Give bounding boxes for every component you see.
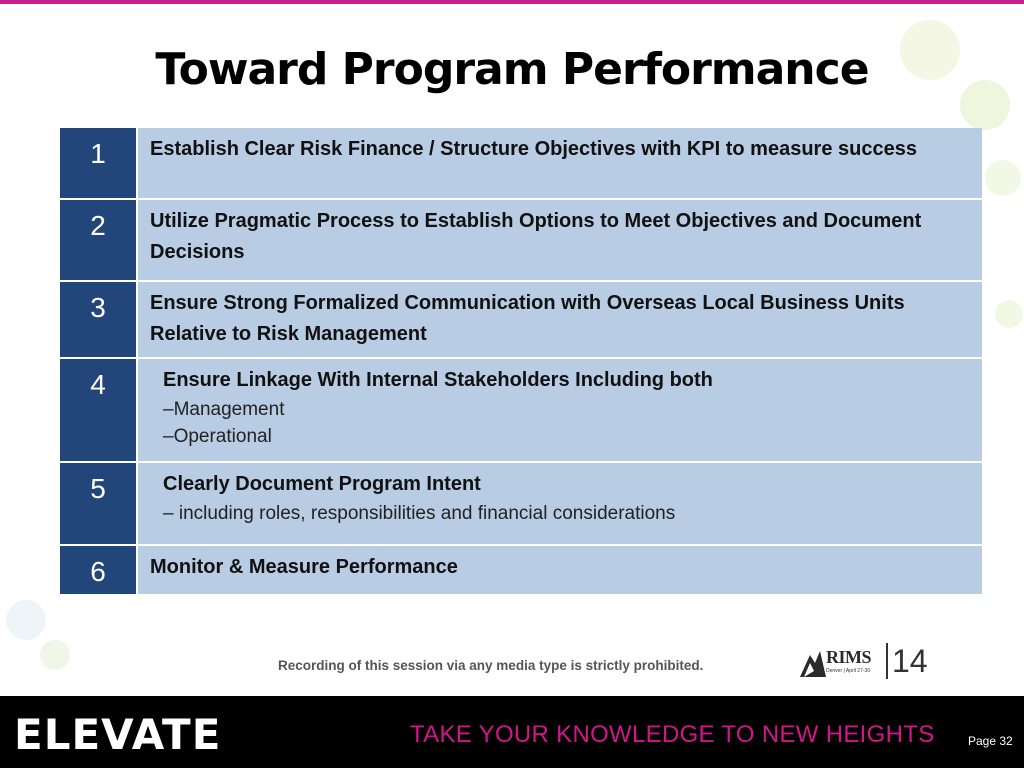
item-row — [60, 359, 982, 461]
item-text: Ensure Strong Formalized Communication with Overseas Local Business Units Relative to Risk Management — [150, 292, 905, 345]
item-text: Monitor & Measure Performance — [150, 556, 458, 578]
rims-logo-subtext: Denver | April 27-30 — [826, 668, 871, 674]
rims-logo-year: 14 — [892, 643, 928, 679]
item-subpoint: – including roles, responsibilities and financial considerations — [163, 503, 676, 524]
slide-title: Toward Program Performance — [155, 44, 869, 95]
item-number: 4 — [60, 359, 136, 461]
recording-notice: Recording of this session via any media type is strictly prohibited. — [278, 658, 704, 673]
item-text: Establish Clear Risk Finance / Structure Objectives with KPI to measure success — [150, 138, 917, 160]
item-row — [60, 463, 982, 544]
item-content — [138, 282, 982, 357]
item-content — [138, 128, 982, 198]
rims-logo-name: RIMS — [826, 647, 872, 667]
item-number: 5 — [60, 463, 136, 544]
item-content — [138, 463, 982, 544]
item-row — [60, 282, 982, 357]
tagline: TAKE YOUR KNOWLEDGE TO NEW HEIGHTS — [410, 721, 935, 748]
item-subpoint: –Management — [163, 399, 285, 420]
item-number: 1 — [60, 128, 136, 198]
brand-logo: ELEVATE — [14, 710, 222, 759]
page-number: Page 32 — [968, 734, 1013, 748]
item-content — [138, 359, 982, 461]
item-subpoint: –Operational — [163, 426, 272, 447]
rims-logo — [800, 641, 930, 681]
item-text: Ensure Linkage With Internal Stakeholders Including both — [163, 369, 713, 391]
logo-divider — [886, 643, 888, 679]
items-table — [60, 128, 982, 596]
item-number: 3 — [60, 282, 136, 357]
item-number: 2 — [60, 200, 136, 280]
item-text: Clearly Document Program Intent — [163, 473, 481, 495]
item-row — [60, 546, 982, 594]
item-number: 6 — [60, 546, 136, 594]
item-row — [60, 200, 982, 280]
rims-mountain-icon — [800, 645, 826, 681]
item-row — [60, 128, 982, 198]
footer-bar — [0, 696, 1024, 768]
item-content — [138, 546, 982, 594]
item-content — [138, 200, 982, 280]
top-accent-rule — [0, 0, 1024, 4]
item-text: Utilize Pragmatic Process to Establish Options to Meet Objectives and Document Decisions — [150, 210, 922, 263]
